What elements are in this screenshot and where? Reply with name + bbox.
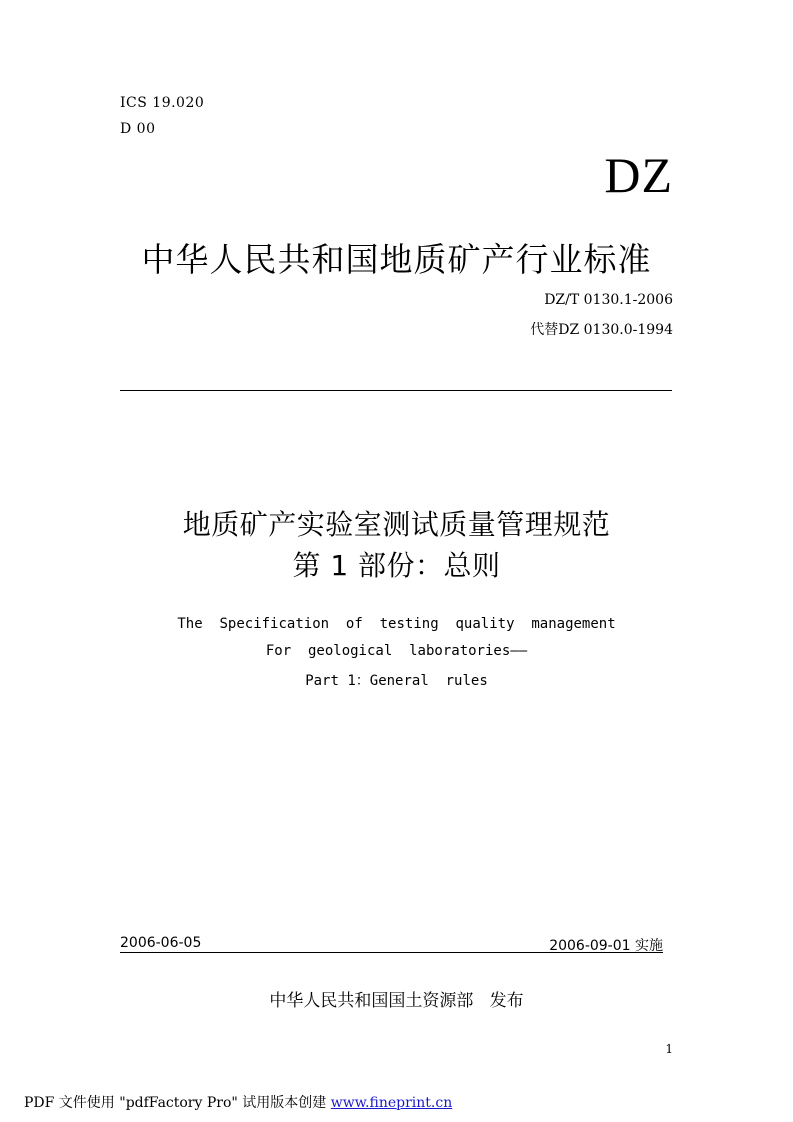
- english-title-line-1: The Specification of testing quality management: [177, 616, 616, 632]
- top-divider: [120, 390, 672, 391]
- ccs-code: D 00: [120, 121, 156, 137]
- footer-link[interactable]: www.fineprint.cn: [330, 1095, 453, 1111]
- replaces-standard: 代替DZ 0130.0-1994: [530, 322, 673, 338]
- issue-date: 2006-06-05: [120, 935, 202, 951]
- chinese-title-line-1: 地质矿产实验室测试质量管理规范: [182, 508, 611, 541]
- bottom-divider: [120, 952, 663, 953]
- pdf-footer: [24, 1092, 452, 1112]
- english-title-line-2: For geological laboratories——: [265, 643, 528, 659]
- chinese-title-line-2: 第 1 部份：总则: [292, 549, 501, 582]
- effective-date: 2006-09-01 实施: [549, 938, 663, 954]
- issuing-authority: 中华人民共和国国土资源部 发布: [269, 991, 524, 1011]
- standard-category-title: 中华人民共和国地质矿产行业标准: [141, 240, 652, 279]
- english-title-line-3: Part 1：General rules: [305, 673, 488, 689]
- standard-number: DZ/T 0130.1-2006: [544, 292, 673, 308]
- ics-code: ICS 19.020: [120, 95, 205, 111]
- page-number: 1: [665, 1042, 673, 1056]
- footer-text: PDF 文件使用 "pdfFactory Pro" 试用版本创建: [24, 1095, 331, 1111]
- standard-mark: DZ: [604, 147, 673, 203]
